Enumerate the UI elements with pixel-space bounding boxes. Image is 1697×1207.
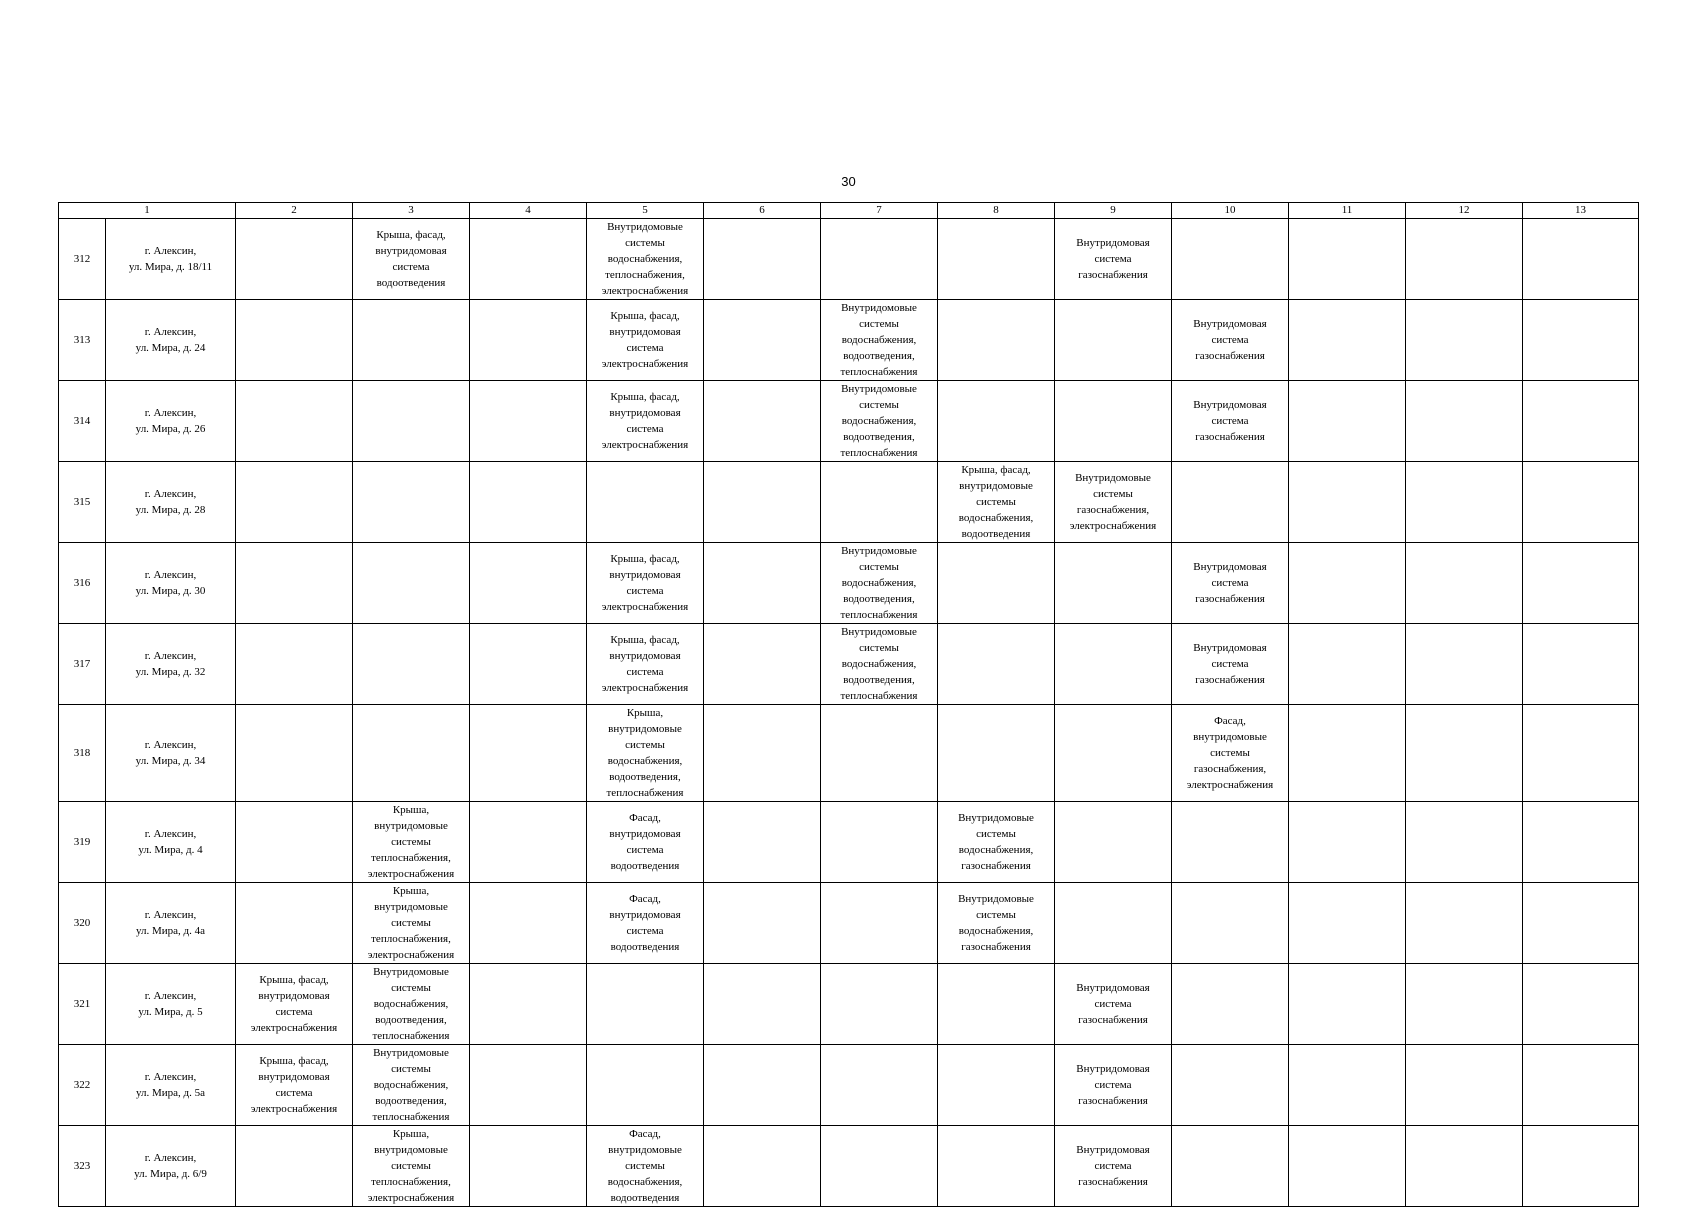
table-row <box>59 883 1639 964</box>
col-9-cell <box>1055 219 1172 300</box>
col-3-cell-text: Внутридомовые системы водоснабжения, водоотведения, теплоснабжения <box>372 1047 450 1123</box>
col-5-cell <box>587 543 704 624</box>
table-header <box>59 203 1639 219</box>
col-5-cell <box>587 1045 704 1126</box>
address-cell <box>106 219 236 300</box>
row-number-text: 318 <box>73 747 91 759</box>
address-cell-text: г. Алексин, ул. Мира, д. 32 <box>135 650 206 678</box>
col-8-cell <box>938 705 1055 802</box>
address-cell-text: г. Алексин, ул. Мира, д. 30 <box>135 569 206 597</box>
col-8-cell-text: Крыша, фасад, внутридомовые системы водоснабжения, водоотведения <box>958 464 1034 540</box>
table-row <box>59 964 1639 1045</box>
col-2-cell <box>236 462 353 543</box>
table-row <box>59 1045 1639 1126</box>
address-cell-text: г. Алексин, ул. Мира, д. 18/11 <box>128 245 213 273</box>
col-6-cell <box>704 802 821 883</box>
header-col-1: 1 <box>59 203 236 219</box>
col-3-cell <box>353 802 470 883</box>
table-row <box>59 705 1639 802</box>
address-cell <box>106 381 236 462</box>
col-10-cell <box>1172 381 1289 462</box>
col-13-cell <box>1523 300 1639 381</box>
table-row <box>59 543 1639 624</box>
col-5-cell <box>587 705 704 802</box>
col-10-cell <box>1172 1045 1289 1126</box>
table-row <box>59 802 1639 883</box>
col-3-cell-text: Крыша, внутридомовые системы теплоснабжения, электроснабжения <box>367 885 455 961</box>
table-row <box>59 381 1639 462</box>
row-number-text: 316 <box>73 577 91 589</box>
col-2-cell <box>236 1126 353 1207</box>
col-7-cell <box>821 1126 938 1207</box>
col-13-cell <box>1523 381 1639 462</box>
col-10-cell <box>1172 802 1289 883</box>
col-11-cell <box>1289 964 1406 1045</box>
address-cell-text: г. Алексин, ул. Мира, д. 34 <box>135 739 206 767</box>
col-10-cell-text: Фасад, внутридомовые системы газоснабжения, электроснабжения <box>1186 715 1274 791</box>
col-13-cell <box>1523 219 1639 300</box>
col-2-cell-text: Крыша, фасад, внутридомовая система электроснабжения <box>250 974 338 1034</box>
col-11-cell <box>1289 802 1406 883</box>
address-cell-text: г. Алексин, ул. Мира, д. 4 <box>138 828 203 856</box>
address-cell-text: г. Алексин, ул. Мира, д. 28 <box>135 488 206 516</box>
col-5-cell-text: Крыша, фасад, внутридомовая система электроснабжения <box>601 391 689 451</box>
col-3-cell-text: Крыша, внутридомовые системы теплоснабжения, электроснабжения <box>367 804 455 880</box>
col-3-cell-text: Внутридомовые системы водоснабжения, водоотведения, теплоснабжения <box>372 966 450 1042</box>
row-number <box>59 1126 106 1207</box>
col-11-cell <box>1289 1126 1406 1207</box>
col-5-cell-text: Фасад, внутридомовая система водоотведения <box>609 812 681 872</box>
col-5-cell <box>587 883 704 964</box>
col-4-cell <box>470 1126 587 1207</box>
col-5-cell <box>587 300 704 381</box>
col-9-cell-text: Внутридомовая система газоснабжения <box>1076 982 1150 1026</box>
col-4-cell <box>470 219 587 300</box>
col-6-cell <box>704 705 821 802</box>
col-5-cell-text: Фасад, внутридомовая система водоотведения <box>609 893 681 953</box>
col-11-cell <box>1289 883 1406 964</box>
col-7-cell <box>821 300 938 381</box>
row-number <box>59 964 106 1045</box>
row-number-text: 321 <box>73 998 91 1010</box>
col-10-cell <box>1172 705 1289 802</box>
header-col-8: 8 <box>938 203 1055 219</box>
col-5-cell <box>587 1126 704 1207</box>
col-5-cell-text: Фасад, внутридомовые системы водоснабжения, водоотведения <box>607 1128 683 1204</box>
col-3-cell <box>353 219 470 300</box>
col-4-cell <box>470 381 587 462</box>
col-3-cell-text: Крыша, фасад, внутридомовая система водоотведения <box>375 229 447 289</box>
row-number <box>59 300 106 381</box>
col-2-cell <box>236 300 353 381</box>
col-2-cell <box>236 381 353 462</box>
row-number <box>59 802 106 883</box>
page-number: 30 <box>841 174 856 189</box>
col-11-cell <box>1289 381 1406 462</box>
col-3-cell <box>353 705 470 802</box>
col-12-cell <box>1406 1045 1523 1126</box>
col-2-cell <box>236 543 353 624</box>
table-row <box>59 219 1639 300</box>
col-4-cell <box>470 1045 587 1126</box>
header-col-6: 6 <box>704 203 821 219</box>
col-7-cell <box>821 1045 938 1126</box>
header-col-12: 12 <box>1406 203 1523 219</box>
address-cell <box>106 462 236 543</box>
header-col-9: 9 <box>1055 203 1172 219</box>
col-9-cell <box>1055 964 1172 1045</box>
col-10-cell <box>1172 883 1289 964</box>
col-3-cell <box>353 883 470 964</box>
address-cell-text: г. Алексин, ул. Мира, д. 5а <box>135 1071 206 1099</box>
col-6-cell <box>704 543 821 624</box>
col-3-cell <box>353 462 470 543</box>
col-6-cell <box>704 300 821 381</box>
col-6-cell <box>704 624 821 705</box>
col-11-cell <box>1289 1045 1406 1126</box>
col-3-cell <box>353 543 470 624</box>
row-number <box>59 219 106 300</box>
col-9-cell <box>1055 381 1172 462</box>
col-4-cell <box>470 462 587 543</box>
col-9-cell <box>1055 705 1172 802</box>
col-6-cell <box>704 381 821 462</box>
col-10-cell <box>1172 624 1289 705</box>
col-7-cell-text: Внутридомовые системы водоснабжения, водоотведения, теплоснабжения <box>840 383 918 459</box>
col-7-cell <box>821 543 938 624</box>
col-11-cell <box>1289 462 1406 543</box>
col-10-cell <box>1172 543 1289 624</box>
header-row <box>59 203 1639 219</box>
col-4-cell <box>470 964 587 1045</box>
col-11-cell <box>1289 543 1406 624</box>
col-10-cell <box>1172 1126 1289 1207</box>
header-col-4: 4 <box>470 203 587 219</box>
col-3-cell <box>353 381 470 462</box>
col-8-cell <box>938 1126 1055 1207</box>
col-13-cell <box>1523 1045 1639 1126</box>
col-7-cell <box>821 462 938 543</box>
col-12-cell <box>1406 705 1523 802</box>
header-col-5: 5 <box>587 203 704 219</box>
col-9-cell <box>1055 543 1172 624</box>
col-7-cell <box>821 802 938 883</box>
col-11-cell <box>1289 300 1406 381</box>
col-2-cell <box>236 705 353 802</box>
header-col-2: 2 <box>236 203 353 219</box>
header-col-11: 11 <box>1289 203 1406 219</box>
col-2-cell <box>236 624 353 705</box>
col-5-cell-text: Внутридомовые системы водоснабжения, теплоснабжения, электроснабжения <box>601 221 689 297</box>
table-body <box>59 219 1639 1207</box>
col-2-cell <box>236 883 353 964</box>
col-4-cell <box>470 705 587 802</box>
col-9-cell-text: Внутридомовые системы газоснабжения, электроснабжения <box>1069 472 1157 532</box>
row-number-text: 313 <box>73 334 91 346</box>
col-2-cell <box>236 964 353 1045</box>
col-10-cell <box>1172 964 1289 1045</box>
row-number <box>59 883 106 964</box>
col-4-cell <box>470 543 587 624</box>
col-3-cell-text: Крыша, внутридомовые системы теплоснабжения, электроснабжения <box>367 1128 455 1204</box>
col-8-cell <box>938 219 1055 300</box>
col-8-cell <box>938 462 1055 543</box>
col-10-cell <box>1172 300 1289 381</box>
col-7-cell <box>821 705 938 802</box>
col-13-cell <box>1523 462 1639 543</box>
col-7-cell-text: Внутридомовые системы водоснабжения, водоотведения, теплоснабжения <box>840 626 918 702</box>
address-cell-text: г. Алексин, ул. Мира, д. 4а <box>135 909 206 937</box>
col-3-cell <box>353 624 470 705</box>
col-12-cell <box>1406 883 1523 964</box>
col-5-cell <box>587 219 704 300</box>
col-8-cell-text: Внутридомовые системы водоснабжения, газоснабжения <box>958 812 1034 872</box>
address-cell <box>106 300 236 381</box>
col-13-cell <box>1523 802 1639 883</box>
row-number <box>59 381 106 462</box>
row-number-text: 320 <box>73 917 91 929</box>
address-cell <box>106 624 236 705</box>
row-number <box>59 624 106 705</box>
col-3-cell <box>353 1045 470 1126</box>
address-cell <box>106 802 236 883</box>
col-12-cell <box>1406 624 1523 705</box>
col-5-cell <box>587 381 704 462</box>
col-7-cell <box>821 219 938 300</box>
col-5-cell <box>587 802 704 883</box>
col-4-cell <box>470 300 587 381</box>
col-3-cell <box>353 1126 470 1207</box>
col-6-cell <box>704 1126 821 1207</box>
col-5-cell <box>587 964 704 1045</box>
col-5-cell-text: Крыша, фасад, внутридомовая система электроснабжения <box>601 553 689 613</box>
address-cell-text: г. Алексин, ул. Мира, д. 6/9 <box>134 1152 207 1180</box>
col-7-cell <box>821 964 938 1045</box>
col-2-cell-text: Крыша, фасад, внутридомовая система электроснабжения <box>250 1055 338 1115</box>
col-8-cell-text: Внутридомовые системы водоснабжения, газоснабжения <box>958 893 1034 953</box>
col-7-cell-text: Внутридомовые системы водоснабжения, водоотведения, теплоснабжения <box>840 545 918 621</box>
col-4-cell <box>470 802 587 883</box>
col-5-cell-text: Крыша, внутридомовые системы водоснабжения, водоотведения, теплоснабжения <box>606 707 684 799</box>
col-7-cell <box>821 381 938 462</box>
row-number-text: 315 <box>73 496 91 508</box>
col-10-cell <box>1172 219 1289 300</box>
col-8-cell <box>938 300 1055 381</box>
col-8-cell <box>938 381 1055 462</box>
col-8-cell <box>938 883 1055 964</box>
col-8-cell <box>938 543 1055 624</box>
col-6-cell <box>704 964 821 1045</box>
col-12-cell <box>1406 381 1523 462</box>
col-12-cell <box>1406 300 1523 381</box>
address-cell <box>106 1045 236 1126</box>
col-11-cell <box>1289 219 1406 300</box>
address-cell-text: г. Алексин, ул. Мира, д. 26 <box>135 407 206 435</box>
address-cell <box>106 883 236 964</box>
address-cell <box>106 964 236 1045</box>
col-5-cell <box>587 462 704 543</box>
col-9-cell-text: Внутридомовая система газоснабжения <box>1076 237 1150 281</box>
col-13-cell <box>1523 964 1639 1045</box>
col-11-cell <box>1289 624 1406 705</box>
col-9-cell <box>1055 1045 1172 1126</box>
col-4-cell <box>470 624 587 705</box>
row-number <box>59 705 106 802</box>
col-13-cell <box>1523 705 1639 802</box>
col-10-cell-text: Внутридомовая система газоснабжения <box>1193 642 1267 686</box>
col-10-cell-text: Внутридомовая система газоснабжения <box>1193 561 1267 605</box>
col-6-cell <box>704 883 821 964</box>
col-2-cell <box>236 219 353 300</box>
col-10-cell-text: Внутридомовая система газоснабжения <box>1193 399 1267 443</box>
col-7-cell-text: Внутридомовые системы водоснабжения, водоотведения, теплоснабжения <box>840 302 918 378</box>
col-13-cell <box>1523 624 1639 705</box>
col-9-cell <box>1055 624 1172 705</box>
address-cell <box>106 543 236 624</box>
col-13-cell <box>1523 1126 1639 1207</box>
col-4-cell <box>470 883 587 964</box>
row-number-text: 317 <box>73 658 91 670</box>
col-3-cell <box>353 964 470 1045</box>
col-8-cell <box>938 802 1055 883</box>
row-number-text: 319 <box>73 836 91 848</box>
col-10-cell <box>1172 462 1289 543</box>
col-2-cell <box>236 802 353 883</box>
col-9-cell <box>1055 1126 1172 1207</box>
header-col-10: 10 <box>1172 203 1289 219</box>
address-cell <box>106 705 236 802</box>
col-9-cell-text: Внутридомовая система газоснабжения <box>1076 1144 1150 1188</box>
col-8-cell <box>938 1045 1055 1126</box>
col-12-cell <box>1406 1126 1523 1207</box>
row-number-text: 314 <box>73 415 91 427</box>
col-13-cell <box>1523 883 1639 964</box>
address-cell-text: г. Алексин, ул. Мира, д. 24 <box>135 326 206 354</box>
address-cell <box>106 1126 236 1207</box>
col-3-cell <box>353 300 470 381</box>
table-row <box>59 300 1639 381</box>
col-9-cell <box>1055 883 1172 964</box>
table-row <box>59 624 1639 705</box>
row-number-text: 323 <box>73 1160 91 1172</box>
row-number <box>59 543 106 624</box>
col-7-cell <box>821 883 938 964</box>
col-6-cell <box>704 219 821 300</box>
col-12-cell <box>1406 802 1523 883</box>
col-11-cell <box>1289 705 1406 802</box>
col-9-cell <box>1055 802 1172 883</box>
header-col-7: 7 <box>821 203 938 219</box>
table-row <box>59 462 1639 543</box>
col-12-cell <box>1406 219 1523 300</box>
header-col-13: 13 <box>1523 203 1639 219</box>
row-number-text: 312 <box>73 253 91 265</box>
row-number-text: 322 <box>73 1079 91 1091</box>
col-8-cell <box>938 964 1055 1045</box>
col-12-cell <box>1406 964 1523 1045</box>
col-8-cell <box>938 624 1055 705</box>
header-col-3: 3 <box>353 203 470 219</box>
row-number <box>59 462 106 543</box>
col-13-cell <box>1523 543 1639 624</box>
table-row <box>59 1126 1639 1207</box>
capital-repair-schedule-table <box>58 202 1639 1207</box>
col-9-cell <box>1055 300 1172 381</box>
row-number <box>59 1045 106 1126</box>
col-9-cell-text: Внутридомовая система газоснабжения <box>1076 1063 1150 1107</box>
col-5-cell-text: Крыша, фасад, внутридомовая система электроснабжения <box>601 310 689 370</box>
address-cell-text: г. Алексин, ул. Мира, д. 5 <box>138 990 203 1018</box>
col-12-cell <box>1406 462 1523 543</box>
col-6-cell <box>704 1045 821 1126</box>
col-10-cell-text: Внутридомовая система газоснабжения <box>1193 318 1267 362</box>
col-9-cell <box>1055 462 1172 543</box>
col-7-cell <box>821 624 938 705</box>
col-5-cell-text: Крыша, фасад, внутридомовая система электроснабжения <box>601 634 689 694</box>
col-6-cell <box>704 462 821 543</box>
col-12-cell <box>1406 543 1523 624</box>
col-5-cell <box>587 624 704 705</box>
col-2-cell <box>236 1045 353 1126</box>
